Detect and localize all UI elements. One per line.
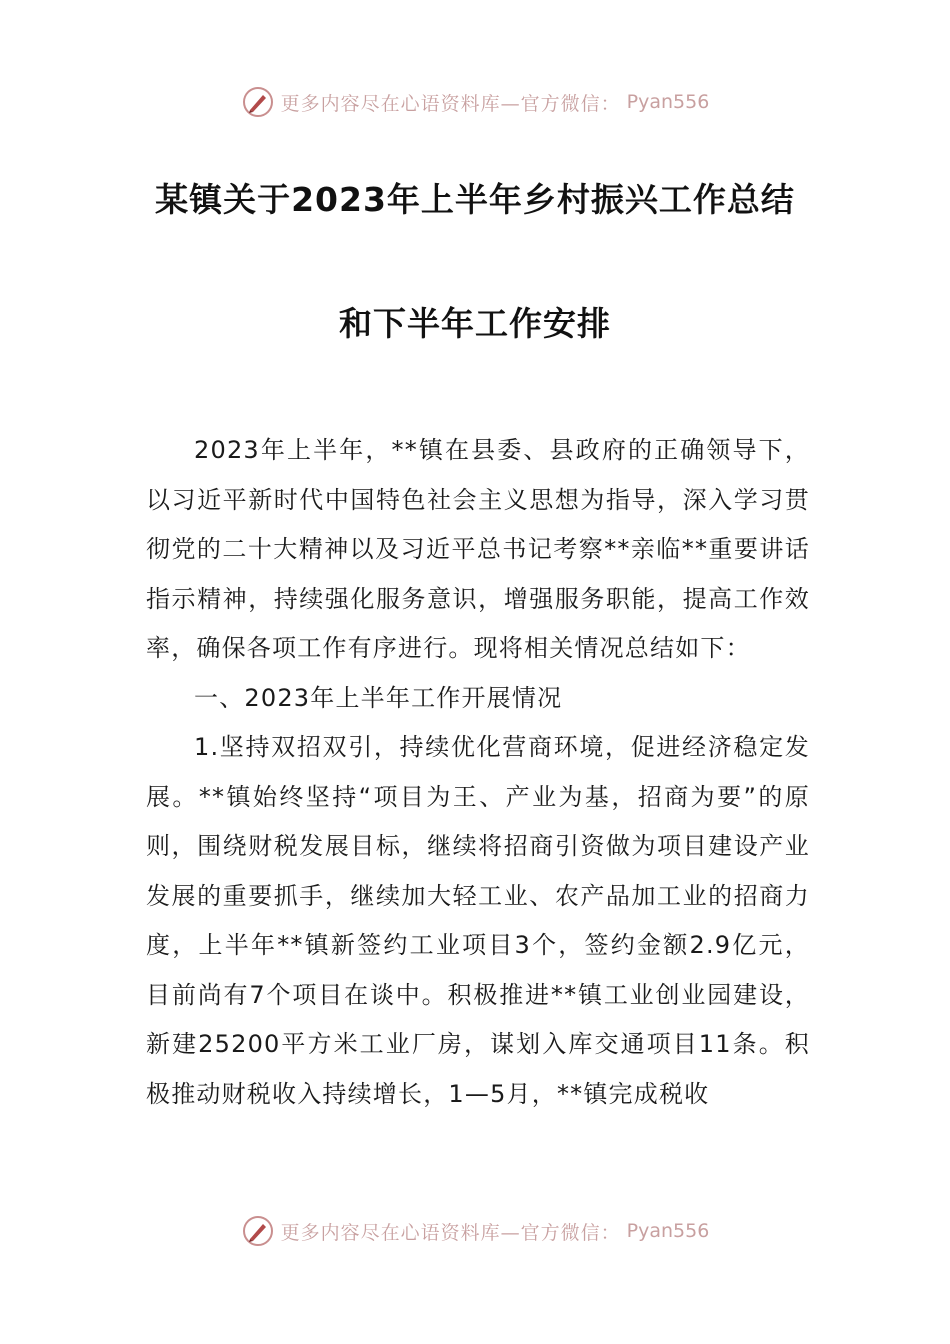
body-paragraph: 1.坚持双招双引，持续优化营商环境，促进经济稳定发展。**镇始终坚持“项目为王、产业为基，招商为要”的原则，围绕财税发展目标，继续将招商引资做为项目建设产业发展的重要抓手，继续加大轻工业、农产品加工业的招商力度，上半年**镇新签约工业项目3个，签约金额2.9亿元，目前尚有7个项目在谈中。积极推进**镇工业创业园建设，新建25200平方米工业厂房，谋划入库交通项目11条。积极推动财税收入持续增长，1—5月，**镇完成税收 <box>146 733 810 1108</box>
watermark-wechat-id: Pyan556 <box>626 1220 710 1242</box>
document-title-line-1: 某镇关于2023年上半年乡村振兴工作总结 <box>155 180 795 219</box>
document-body <box>146 426 810 1119</box>
watermark-text: 更多内容尽在心语资料库—官方微信： <box>280 1221 621 1244</box>
intro-paragraph: 2023年上半年，**镇在县委、县政府的正确领导下，以习近平新时代中国特色社会主义思想为指导，深入学习贯彻党的二十大精神以及习近平总书记考察**亲临**重要讲话指示精神，持续强化服务意识，增强服务职能，提高工作效率，确保各项工作有序进行。现将相关情况总结如下： <box>146 436 810 662</box>
pen-circle-logo-icon <box>241 85 275 119</box>
section-heading: 一、2023年上半年工作开展情况 <box>194 683 563 712</box>
document-title-line-2: 和下半年工作安排 <box>339 304 611 343</box>
footer-watermark <box>0 1209 950 1253</box>
header-watermark <box>0 80 950 124</box>
pen-circle-logo-icon <box>241 1214 275 1248</box>
watermark-text: 更多内容尽在心语资料库—官方微信： <box>280 92 621 115</box>
watermark-wechat-id: Pyan556 <box>626 91 710 113</box>
